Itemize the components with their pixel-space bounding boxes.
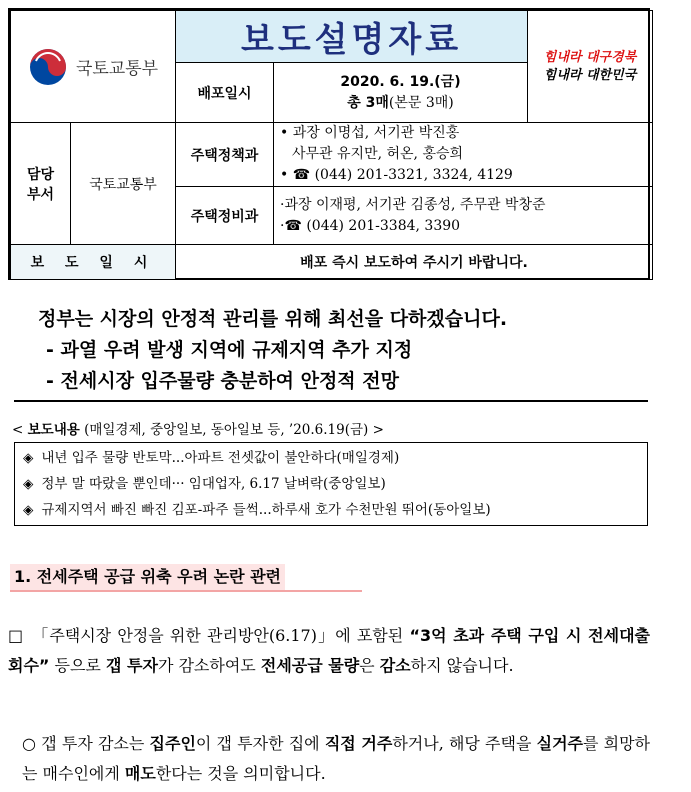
headline-block <box>38 304 507 397</box>
circle-bullet-icon: ○ <box>22 734 37 753</box>
news-list <box>14 442 648 526</box>
paragraph-1: □ 「주택시장 안정을 위한 관리방안(6.17)」에 포함된 “3억 초과 주택 구입 시 전세대출 회수” 등으로 갭 투자가 감소하여도 전세공급 물량은 감소하지 않습니다. <box>8 621 650 681</box>
news-item: ◈ 내년 입주 물량 반토막...아파트 전셋값이 불안하다(매일경제) <box>23 450 400 466</box>
team2-phone: ·☎ (044) 201-3384, 3390 <box>280 217 461 234</box>
dept-label: 담당 부서 <box>11 123 71 245</box>
pages-note: (본문 3매) <box>388 94 454 111</box>
org-name: 국토교통부 <box>75 59 159 79</box>
slogan-cell <box>528 11 653 123</box>
section-title: 1. 전세주택 공급 위축 우려 논란 관련 <box>10 564 285 590</box>
distribution-date: 2020. 6. 19.(금) <box>340 73 461 90</box>
press-header-table <box>8 8 650 280</box>
paragraph-2: ○ 갭 투자 감소는 집주인이 갭 투자한 집에 직접 거주하거나, 해당 주택을 실거주를 희망하는 매수인에게 매도한다는 것을 의미합니다. <box>22 734 650 783</box>
team1-line-1: • 과장 이명섭, 서기관 박진홍 <box>280 125 460 141</box>
news-label-title: 보도내용 <box>27 422 80 438</box>
headline-sub-1: - 과열 우려 발생 지역에 규제지역 추가 지정 <box>46 339 413 361</box>
team1-line-2: 사무관 유지만, 허온, 홍승희 <box>292 146 464 162</box>
section-underline <box>10 590 362 592</box>
news-label: < 보도내용 (매일경제, 중앙일보, 동아일보 등, ’20.6.19(금) > <box>12 422 384 438</box>
news-sources: (매일경제, 중앙일보, 동아일보 등, ’20.6.19(금) > <box>79 422 384 438</box>
team2-line-1: ·과장 이재평, 서기관 김종성, 주무관 박창준 <box>280 196 546 213</box>
team1-contact <box>274 123 653 187</box>
team1-name: 주택정책과 <box>176 123 274 187</box>
ministry-logo-icon <box>28 47 68 87</box>
news-item: ◈ 규제지역서 빠진 빠진 김포-파주 들썩...하루새 호가 수천만원 뛰어(동아일보) <box>23 502 491 518</box>
distribution-value <box>274 63 528 123</box>
diamond-bullet-icon: ◈ <box>23 502 34 518</box>
team1-phone: • ☎ (044) 201-3321, 3324, 4129 <box>280 167 513 183</box>
slogan-line-2: 힘내라 대한민국 <box>543 67 637 83</box>
square-bullet-icon: □ <box>8 626 24 645</box>
team2-name: 주택정비과 <box>176 187 274 245</box>
diamond-bullet-icon: ◈ <box>23 476 34 492</box>
headline-main: 정부는 시장의 안정적 관리를 위해 최선을 다하겠습니다. <box>38 308 508 330</box>
ministry-logo-cell <box>11 11 176 123</box>
divider <box>14 400 648 402</box>
team2-contact <box>274 187 653 245</box>
release-label: 보 도 일 시 <box>11 245 176 280</box>
dept-org: 국토교통부 <box>71 123 176 245</box>
doc-title: 보도설명자료 <box>176 11 528 63</box>
news-item: ◈ 정부 말 따랐을 뿐인데··· 임대업자, 6.17 날벼락(중앙일보) <box>23 476 386 492</box>
slogan-line-1: 힘내라 대구경북 <box>543 49 637 65</box>
pages-count: 총 3매 <box>347 94 389 111</box>
distribution-label: 배포일시 <box>176 63 274 123</box>
diamond-bullet-icon: ◈ <box>23 450 34 466</box>
headline-sub-2: - 전세시장 입주물량 충분하여 안정적 전망 <box>46 370 399 392</box>
highlight-phrase: “3억 초과 주택 구입 시 전세대출 회수” <box>8 626 650 675</box>
release-value: 배포 즉시 보도하여 주시기 바랍니다. <box>176 245 653 280</box>
